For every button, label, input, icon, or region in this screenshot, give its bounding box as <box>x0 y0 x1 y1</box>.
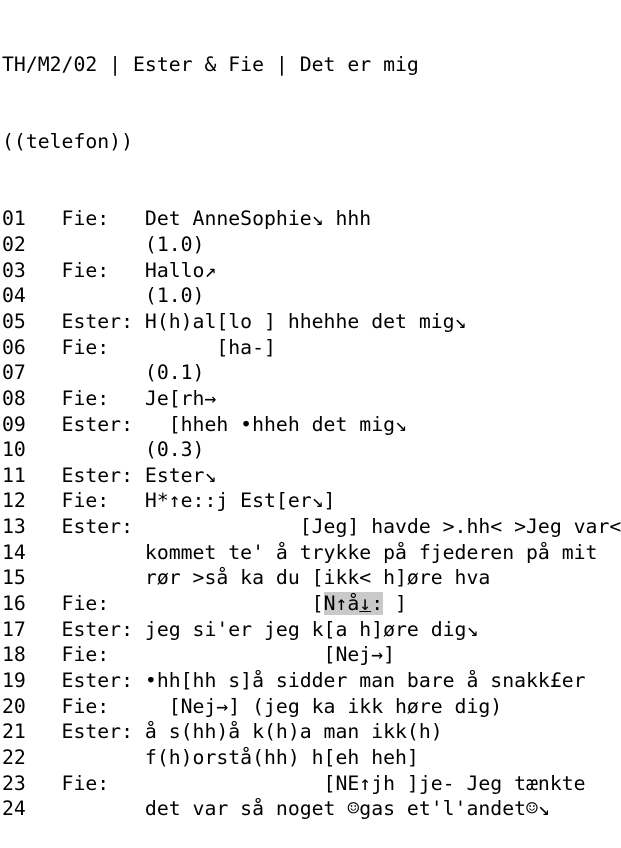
line-text: 21 Ester: å s(hh)å k(h)a man ikk(h) <box>2 720 443 744</box>
line-text: 10 (0.3) <box>2 438 205 462</box>
transcript-line <box>2 437 600 463</box>
transcript-header-setting: ((telefon)) <box>2 130 134 154</box>
line-text: 13 Ester: [Jeg] havde >.hh< >Jeg var< <box>2 515 621 539</box>
line-text: 03 Fie: Hallo↗ <box>2 258 217 282</box>
line-text: 19 Ester: •hh[hh s]å sidder man bare å snakk£er <box>2 669 586 693</box>
transcript-line <box>2 719 600 745</box>
line-text: 02 (1.0) <box>2 232 205 256</box>
line-text: 11 Ester: Ester↘ <box>2 463 217 487</box>
transcript-line <box>2 386 600 412</box>
transcript-line <box>2 771 600 797</box>
line-text: 12 Fie: H*↑e::j Est[er↘] <box>2 489 336 513</box>
line-text: 01 Fie: Det AnneSophie↘ hhh <box>2 207 372 231</box>
line-text: 17 Ester: jeg si'er jeg k[a h]øre dig↘ <box>2 617 479 641</box>
line-text: 15 rør >så ka du [ikk< h]øre hva <box>2 566 491 590</box>
transcript-line <box>2 232 600 258</box>
transcript-header-title: TH/M2/02 | Ester & Fie | Det er mig <box>2 53 419 77</box>
highlighted-text: ↓ <box>359 592 372 616</box>
transcript-line <box>2 283 600 309</box>
line-text: 16 Fie: [ <box>2 592 324 616</box>
transcript-line <box>2 617 600 643</box>
transcript-line <box>2 642 600 668</box>
transcript-line <box>2 591 600 617</box>
transcript-line <box>2 668 600 694</box>
transcript-line <box>2 745 600 771</box>
transcript-body <box>2 206 621 822</box>
transcript-line <box>2 206 600 232</box>
transcript-line <box>2 514 621 540</box>
line-text: 20 Fie: [Nej→] (jeg ka ikk høre dig) <box>2 694 503 718</box>
line-text: 24 det var så noget ☺gas et'l'andet☺↘ <box>2 797 550 821</box>
line-text: 18 Fie: [Nej→] <box>2 643 396 667</box>
line-text: 07 (0.1) <box>2 361 205 385</box>
transcript-line <box>2 335 600 361</box>
transcript-line <box>2 796 600 822</box>
transcript-line <box>2 694 600 720</box>
highlighted-text: : <box>371 592 384 616</box>
line-text: 08 Fie: Je[rh→ <box>2 386 217 410</box>
line-text: 22 f(h)orstå(hh) h[eh heh] <box>2 746 419 770</box>
line-text: 06 Fie: [ha-] <box>2 335 276 359</box>
highlighted-text: N↑å <box>323 592 360 616</box>
transcript-line <box>2 488 600 514</box>
line-text: 14 kommet te' å trykke på fjederen på mit <box>2 540 598 564</box>
transcript-line <box>2 309 600 335</box>
transcript-line <box>2 540 600 566</box>
transcript-line <box>2 360 600 386</box>
line-text: 23 Fie: [NE↑jh ]je- Jeg tænkte <box>2 771 586 795</box>
line-text: ] <box>383 592 407 616</box>
line-text: 04 (1.0) <box>2 284 205 308</box>
transcript-line <box>2 412 600 438</box>
line-text: 09 Ester: [hheh •hheh det mig↘ <box>2 412 407 436</box>
transcript-line <box>2 463 600 489</box>
transcript-line <box>2 565 600 591</box>
line-text: 05 Ester: H(h)al[lo ] hhehhe det mig↘ <box>2 309 467 333</box>
transcript-line <box>2 258 600 284</box>
